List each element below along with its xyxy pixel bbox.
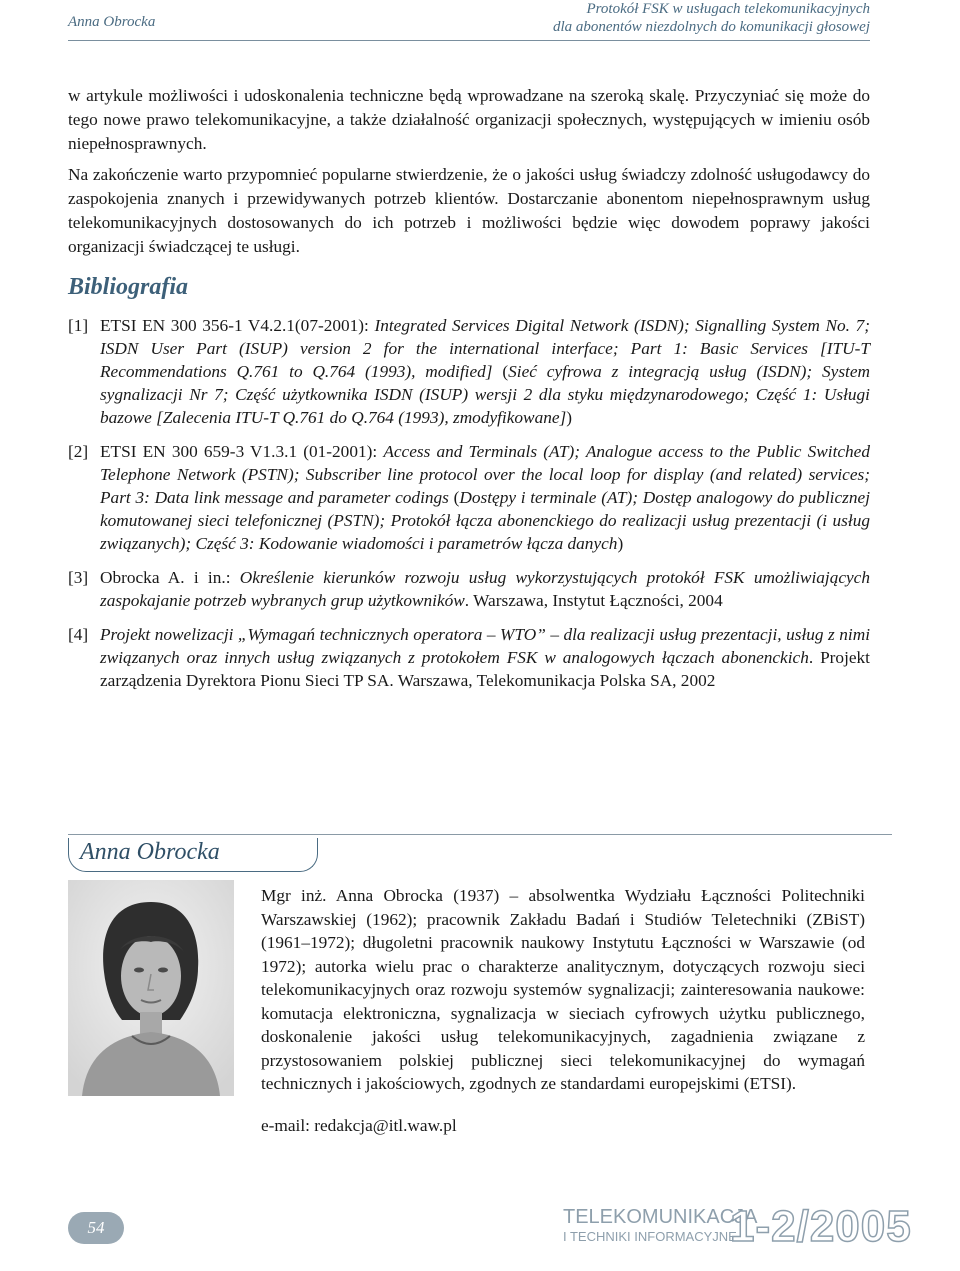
bibliography-entry bbox=[68, 314, 870, 429]
author-bio: Mgr inż. Anna Obrocka (1937) – absolwentka Wydziału Łączności Politechniki Warszawskiej (1962); pracownik Zakładu Badań i Studiów Teletechniki (ZBiST) (1961–1972); długoletni pracownik naukowy Instytutu Łączności w Warszawie (od 1972); autorka wielu prac o charakterze analitycznym, dotyczących rozwoju sieci telekomunikacyjnych oraz rozwoju systemów sygnalizacji; zainteresowania naukowe: komutacja elektroniczna, sygnalizacja w sieciach cyfrowych użytku publicznego, doskonalenie jakości usług telekomunikacyjnych, zagadnienia związane z przystosowaniem polskiej publicznej sieci telekomunikacyjnej do wymagań technicznych i jakościowych, zgodnych ze standardami europejskimi (ETSI). bbox=[261, 886, 865, 1093]
bibliography-entry-tail: ) bbox=[566, 408, 573, 427]
bibliography-entry-number: [4] bbox=[68, 625, 89, 644]
bibliography-entry-tail: . Projekt zarządzenia Dyrektora Pionu Sieci TP SA. Warszawa, Telekomunikacja Polska SA, 2002 bbox=[100, 648, 870, 690]
bibliography-entry-tail: . Warszawa, Instytut Łączności, 2004 bbox=[464, 591, 723, 610]
bibliography-entry-source: Obrocka A. i in.: bbox=[100, 568, 240, 587]
bibliography-entry-translation: Sieć cyfrowa z integracją usług (ISDN); System sygnalizacji Nr 7; Część użytkownika ISDN (ISUP) wersji 2 dla styku międzynarodowego; Część 1: Usługi bazowe [Zalecenia ITU-T Q.761 do Q.764 (1993), zmodyfikowane] bbox=[100, 362, 871, 427]
running-header-title-line1: Protokół FSK w usługach telekomunikacyjnych bbox=[586, 1, 870, 17]
magazine-issue-number: 1-2/2005 bbox=[730, 1202, 912, 1251]
bibliography-entry bbox=[68, 440, 870, 555]
bibliography-list bbox=[68, 314, 870, 703]
author-portrait-image bbox=[68, 880, 234, 1096]
running-header-title-line2: dla abonentów niezdolnych do komunikacji głosowej bbox=[552, 19, 870, 35]
bibliography-entry-separator: ( bbox=[492, 362, 509, 381]
author-section-divider bbox=[68, 834, 892, 835]
bibliography-entry-number: [3] bbox=[68, 568, 89, 587]
magazine-title-line1: TELEKOMUNIKACJA bbox=[563, 1206, 758, 1228]
bibliography-heading: Bibliografia bbox=[68, 274, 189, 300]
bibliography-entry-source: ETSI EN 300 356-1 V4.2.1(07-2001): bbox=[100, 316, 375, 335]
body-paragraph-2: Na zakończenie warto przypomnieć popularne stwierdzenie, że o jakości usług świadczy zdolność usługodawcy do zaspokojenia znanych i przewidywanych potrzeb klientów. Dostarczanie abonentom niepełnosprawnym usług telekomunikacyjnych dostosowanych do ich potrzeb i możliwości będzie więc dowodem poprawy jakości organizacji świadczącej te usługi. bbox=[68, 165, 870, 256]
bibliography-entry bbox=[68, 566, 870, 612]
running-header-title bbox=[553, 0, 870, 36]
author-email[interactable]: e-mail: redakcja@itl.waw.pl bbox=[261, 1116, 457, 1135]
magazine-title-line2: I TECHNIKI INFORMACYJNE bbox=[563, 1229, 737, 1244]
page-number: 54 bbox=[87, 1218, 105, 1237]
bibliography-entry-tail: ) bbox=[617, 534, 624, 553]
running-header-author: Anna Obrocka bbox=[68, 14, 156, 30]
bibliography-entry-title: Projekt nowelizacji „Wymagań technicznych operatora – WTO” – dla realizacji usług prezentacji, usług z nimi związanych oraz innych usług związanych z protokołem FSK w analogowych łączach abonenckich bbox=[100, 625, 870, 667]
bibliography-entry bbox=[68, 623, 870, 692]
bibliography-entry-separator: ( bbox=[448, 488, 460, 507]
bibliography-entry-number: [1] bbox=[68, 316, 89, 335]
bibliography-entry-translation: Dostępy i terminale (AT); Dostęp analogowy do publicznej komutowanej sieci telefonicznej (PSTN); Protokół łącza abonenckiego do realizacji usług prezentacji (i usług związanych); Część 3: Kodowanie wiadomości i parametrów łącza danych bbox=[100, 488, 870, 553]
bibliography-entry-source: ETSI EN 300 659-3 V1.3.1 (01-2001): bbox=[100, 442, 384, 461]
body-paragraph-1: w artykule możliwości i udoskonalenia techniczne będą wprowadzane na szeroką skalę. Przyczyniać się może do tego nowe prawo telekomunikacyjne, a także działalność organizacji społecznych, występujących w imieniu osób niepełnosprawnych. bbox=[68, 86, 870, 153]
header-divider bbox=[68, 40, 870, 41]
magazine-title bbox=[563, 1208, 757, 1246]
bibliography-entry-title: Określenie kierunków rozwoju usług wykorzystujących protokół FSK umożliwiających zaspokajanie potrzeb wybranych grup użytkowników bbox=[100, 568, 870, 610]
author-name: Anna Obrocka bbox=[80, 839, 220, 865]
bibliography-entry-title: Integrated Services Digital Network (ISDN); Signalling System No. 7; ISDN User Part (ISUP) version 2 for the international interface; Part 1: Basic Services [ITU-T Recommendations Q.761 to Q.764 (1993), modified] bbox=[100, 316, 871, 381]
bibliography-entry-title: Access and Terminals (AT); Analogue access to the Public Switched Telephone Network (PSTN); Subscriber line protocol over the local loop for display (and related) services; Part 3: Data link message and parameter codings bbox=[100, 442, 870, 507]
author-photo bbox=[68, 880, 234, 1096]
bibliography-entry-number: [2] bbox=[68, 442, 89, 461]
